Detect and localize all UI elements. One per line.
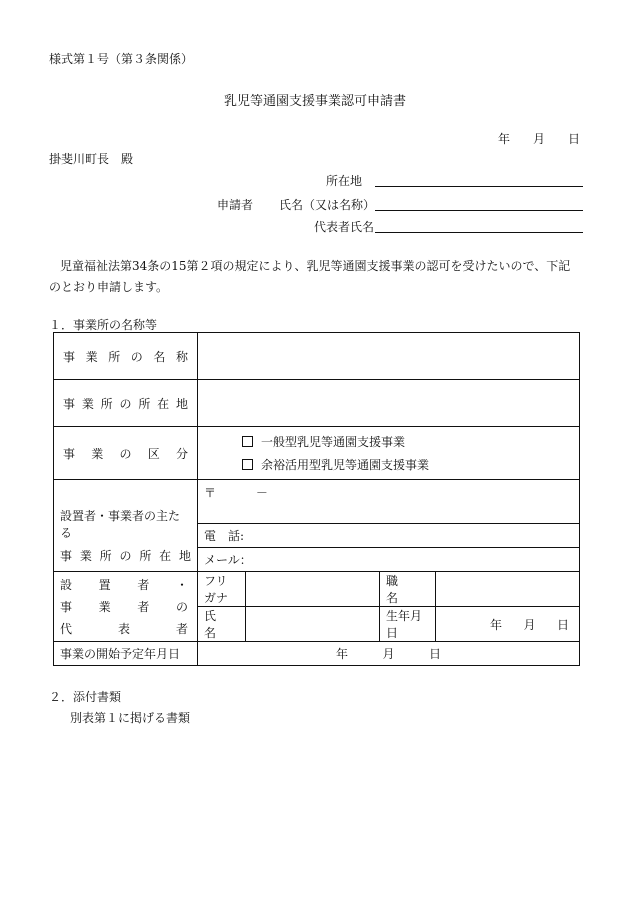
checkbox-spare[interactable] — [242, 459, 253, 470]
postal-mark: 〒 — [204, 486, 217, 500]
postal-field[interactable] — [198, 480, 580, 524]
postal-dash: － — [255, 486, 268, 500]
applicant-rep-line[interactable] — [375, 232, 583, 233]
birthdate-field[interactable]: 年 月 日 — [436, 607, 580, 642]
label-facility-location: 事 業 所 の 所 在 地 — [54, 380, 198, 427]
row-facility-location — [54, 380, 580, 427]
facility-table — [53, 332, 580, 666]
category-option-general[interactable]: 一般型乳児等通園支援事業 — [242, 433, 573, 450]
row-representative-furigana — [54, 572, 580, 607]
body-text-line-2: のとおり申請します。 — [49, 280, 169, 294]
rep-name-field[interactable] — [246, 607, 380, 642]
label-representative: 設 置 者 ・ 事 業 者 の 代 表 者 — [54, 572, 198, 642]
section2-item: 別表第１に掲げる書類 — [70, 711, 191, 725]
date-month: 月 — [532, 132, 545, 146]
form-number: 様式第１号（第３条関係） — [49, 52, 194, 66]
furigana-label: フリガナ — [198, 572, 246, 607]
date-year: 年 — [498, 132, 511, 146]
applicant-address-line[interactable] — [375, 186, 583, 187]
furigana-field[interactable] — [246, 572, 380, 607]
birthdate-label: 生年月日 — [380, 607, 436, 642]
facility-location-field[interactable] — [198, 380, 580, 427]
category-options — [198, 427, 580, 480]
section2-heading: ２．添付書類 — [49, 690, 122, 704]
row-facility-name — [54, 333, 580, 380]
label-main-office: 設置者・事業者の主たる 事 業 所 の 所 在 地 — [54, 480, 198, 572]
rep-name-label: 氏 名 — [198, 607, 246, 642]
date-line — [498, 130, 580, 147]
row-start-date — [54, 642, 580, 666]
applicant-label: 申請者 — [217, 198, 254, 212]
body-text-line-1: 児童福祉法第34条の15第２項の規定により、乳児等通園支援事業の認可を受けたいので、下記 — [60, 259, 571, 273]
applicant-name-line[interactable] — [375, 210, 583, 211]
date-day: 日 — [567, 132, 580, 146]
document-title: 乳児等通園支援事業認可申請書 — [223, 94, 406, 109]
row-main-office-postal — [54, 480, 580, 524]
phone-field[interactable]: 電 話: — [198, 524, 580, 548]
label-start-date: 事業の開始予定年月日 — [54, 642, 198, 666]
facility-name-field[interactable] — [198, 333, 580, 380]
applicant-rep-label: 代表者氏名 — [314, 220, 375, 234]
section1-heading: １．事業所の名称等 — [49, 318, 158, 332]
start-date-field[interactable]: 年 月 日 — [198, 642, 580, 666]
label-category: 事 業 の 区 分 — [54, 427, 198, 480]
email-field[interactable]: メール： — [198, 548, 580, 572]
row-category — [54, 427, 580, 480]
addressee: 掛斐川町長 殿 — [49, 152, 134, 166]
position-field[interactable] — [436, 572, 580, 607]
applicant-name-label: 氏名（又は名称） — [279, 198, 376, 212]
position-label: 職 名 — [380, 572, 436, 607]
checkbox-general[interactable] — [242, 436, 253, 447]
category-option-spare[interactable]: 余裕活用型乳児等通園支援事業 — [242, 456, 573, 473]
applicant-address-label: 所在地 — [326, 174, 363, 188]
label-facility-name: 事 業 所 の 名 称 — [54, 333, 198, 380]
